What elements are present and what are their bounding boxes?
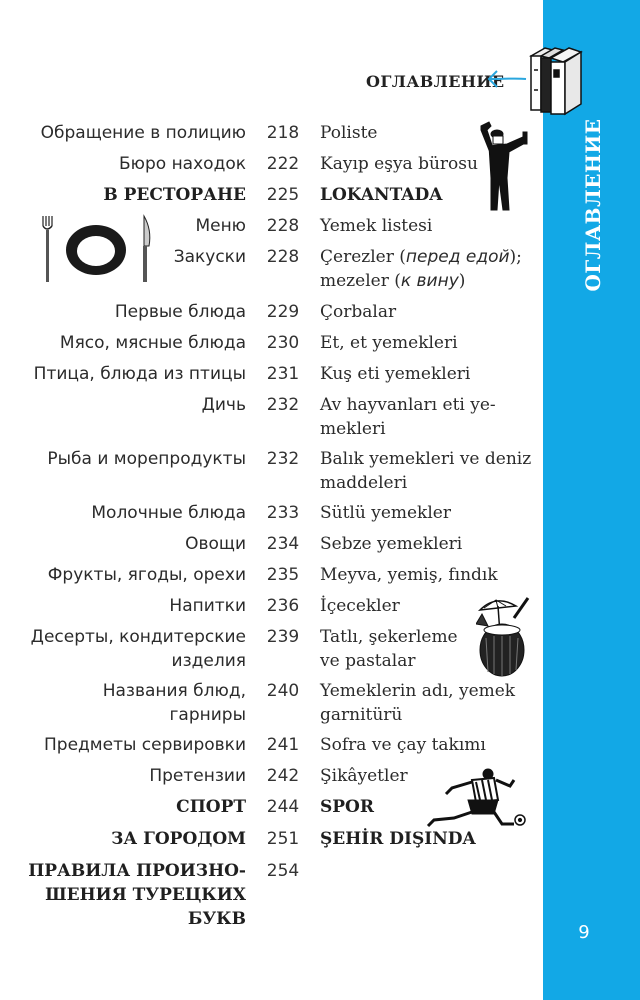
toc-entry[interactable] [0, 501, 540, 532]
section-ru-line: ПРАВИЛА ПРОИЗНО- [28, 861, 246, 881]
entry-page: 229 [266, 302, 300, 322]
entry-ru: Мясо, мясные блюда [59, 333, 246, 353]
entry-page: 232 [266, 395, 300, 415]
toc-entry[interactable] [0, 152, 540, 183]
toc-entry[interactable] [0, 532, 540, 563]
section-ru: ЗА ГОРОДОМ [111, 829, 246, 849]
entry-tr-part: Çerezler ( [320, 247, 406, 267]
entry-tr-italic: перед едой [405, 247, 510, 267]
toc-entry[interactable] [0, 214, 540, 245]
toc-section[interactable] [0, 859, 540, 939]
entry-ru: Предметы сервировки [44, 735, 246, 755]
side-tab-title [553, 118, 633, 292]
entry-tr [310, 625, 540, 673]
arrow-left-icon [486, 66, 528, 92]
section-ru: СПОРТ [176, 797, 246, 817]
entry-ru: Бюро находок [119, 154, 246, 174]
section-ru [0, 859, 246, 931]
side-tab-label: ОГЛАВЛЕНИЕ [581, 118, 605, 292]
toc-entry[interactable] [0, 563, 540, 594]
entry-tr-line: maddeleri [320, 473, 408, 493]
entry-ru: Овощи [185, 534, 246, 554]
toc-entry[interactable] [0, 594, 540, 625]
section-ru-line: БУКВ [187, 909, 246, 929]
entry-tr [310, 679, 540, 727]
entry-tr: Şikâyetler [320, 766, 408, 786]
toc-entry[interactable] [0, 447, 540, 501]
toc-section[interactable] [0, 827, 540, 859]
entry-tr: Çorbalar [320, 302, 397, 322]
entry-tr-line: ve pastalar [320, 651, 416, 671]
entry-ru: Дичь [201, 395, 246, 415]
entry-page: 234 [266, 534, 300, 554]
toc-entry[interactable] [0, 679, 540, 733]
entry-tr [310, 447, 540, 495]
table-of-contents [0, 121, 540, 939]
entry-page: 236 [266, 596, 300, 616]
entry-page: 218 [266, 123, 300, 143]
entry-tr-line: mekleri [320, 419, 386, 439]
entry-tr-part: ) [458, 271, 466, 291]
toc-entry[interactable] [0, 733, 540, 764]
entry-page: 244 [266, 797, 300, 817]
entry-tr-line: Yemeklerin adı, yemek [320, 681, 516, 701]
section-ru: В РЕСТОРАНЕ [103, 185, 246, 205]
entry-tr-part: mezeler ( [320, 271, 401, 291]
entry-ru: Птица, блюда из птицы [33, 364, 246, 384]
entry-tr-part: ); [509, 247, 522, 267]
entry-tr: İçecekler [320, 596, 400, 616]
toc-entry[interactable] [0, 121, 540, 152]
toc-entry[interactable] [0, 331, 540, 362]
section-tr: SPOR [320, 797, 374, 817]
toc-entry[interactable] [0, 393, 540, 447]
entry-ru: Напитки [169, 596, 246, 616]
entry-ru: Закуски [173, 247, 246, 267]
entry-tr: Sebze yemekleri [320, 534, 463, 554]
entry-page: 233 [266, 503, 300, 523]
entry-tr: Et, et yemekleri [320, 333, 458, 353]
entry-ru: Рыба и морепродукты [47, 449, 246, 469]
entry-tr: Sütlü yemekler [320, 503, 451, 523]
entry-page: 240 [266, 681, 300, 701]
page-number: 9 [578, 922, 590, 943]
entry-page: 254 [266, 861, 300, 881]
entry-ru: Первые блюда [114, 302, 246, 322]
toc-entry[interactable] [0, 300, 540, 331]
section-tr: ŞEHİR DIŞINDA [320, 829, 476, 849]
entry-tr: Meyva, yemiş, fındık [320, 565, 498, 585]
entry-tr-line: Tatlı, şekerleme [320, 627, 458, 647]
entry-tr-line: garnitürü [320, 705, 403, 725]
entry-ru [0, 679, 246, 727]
entry-page: 228 [266, 247, 300, 267]
entry-page: 251 [266, 829, 300, 849]
page-title: ОГЛАВЛЕНИЕ [366, 72, 505, 91]
entry-page: 225 [266, 185, 300, 205]
entry-page: 228 [266, 216, 300, 236]
entry-ru-line: гарниры [169, 705, 246, 725]
entry-page: 235 [266, 565, 300, 585]
toc-section[interactable] [0, 795, 540, 827]
section-ru-line: ШЕНИЯ ТУРЕЦКИХ [45, 885, 246, 905]
toc-entry[interactable] [0, 764, 540, 795]
toc-section[interactable] [0, 183, 540, 214]
entry-ru-line: Названия блюд, [102, 681, 246, 701]
entry-page: 242 [266, 766, 300, 786]
entry-ru [0, 625, 246, 673]
entry-page: 222 [266, 154, 300, 174]
entry-ru: Меню [195, 216, 246, 236]
entry-ru-line: Десерты, кондитерские [30, 627, 246, 647]
entry-tr-line: Balık yemekleri ve deniz [320, 449, 532, 469]
entry-page: 241 [266, 735, 300, 755]
entry-tr: Poliste [320, 123, 378, 143]
entry-tr [310, 245, 540, 293]
entry-page: 239 [266, 627, 300, 647]
entry-page: 232 [266, 449, 300, 469]
entry-tr-italic: к вину [400, 271, 459, 291]
entry-ru: Претензии [149, 766, 246, 786]
toc-entry[interactable] [0, 362, 540, 393]
entry-tr: Kuş eti yemekleri [320, 364, 471, 384]
books-icon [525, 40, 587, 116]
entry-tr-line: Av hayvanları eti ye- [320, 395, 496, 415]
toc-entry[interactable] [0, 625, 540, 679]
entry-page: 231 [266, 364, 300, 384]
entry-page: 230 [266, 333, 300, 353]
toc-entry[interactable] [0, 245, 540, 300]
entry-ru: Фрукты, ягоды, орехи [47, 565, 246, 585]
entry-tr [310, 393, 540, 441]
entry-ru: Обращение в полицию [40, 123, 246, 143]
entry-tr: Sofra ve çay takımı [320, 735, 486, 755]
entry-tr: Kayıp eşya bürosu [320, 154, 478, 174]
section-tr: LOKANTADA [320, 185, 443, 205]
entry-ru: Молочные блюда [91, 503, 246, 523]
entry-ru-line: изделия [171, 651, 246, 671]
entry-tr: Yemek listesi [320, 216, 433, 236]
